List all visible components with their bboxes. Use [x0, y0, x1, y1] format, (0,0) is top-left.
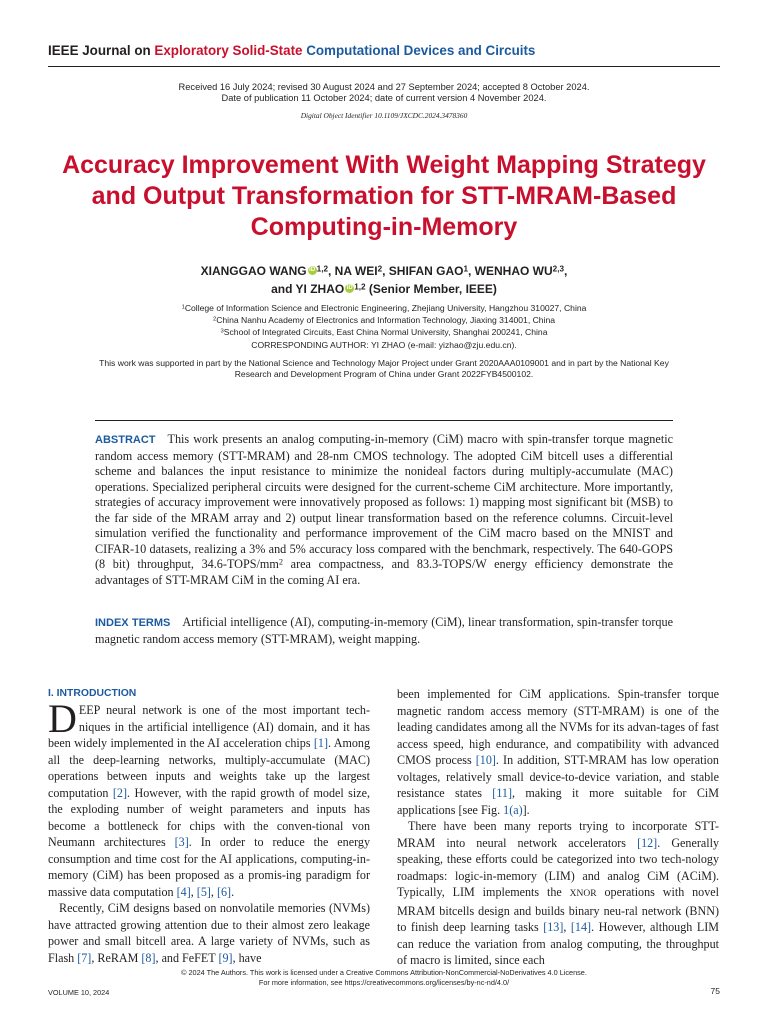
volume-label: VOLUME 10, 2024 — [48, 988, 110, 997]
abstract-top-rule — [95, 420, 673, 421]
affiliation-2-num: 2 — [212, 316, 217, 323]
doi[interactable]: Digital Object Identifier 10.1109/JXCDC.2024.3478360 — [300, 111, 468, 120]
author-5-suffix: (Senior Member, IEEE) — [365, 281, 497, 296]
left-column — [48, 686, 370, 966]
ref-8-link[interactable]: [8] — [141, 950, 156, 965]
author-4-affil: 2,3 — [552, 264, 564, 274]
license-line-1: © 2024 The Authors. This work is licensed under a Creative Commons Attribution-NonCommercial-NoDerivatives 4.0 License. — [181, 968, 587, 977]
author-1: XIANGGAO WANG — [200, 264, 307, 278]
p1-sep-1: , — [190, 884, 197, 899]
intro-paragraph-2 — [48, 900, 370, 966]
author-1-affil: 1,2 — [316, 264, 328, 274]
ref-9-link[interactable]: [9] — [218, 950, 233, 965]
author-4-comma: , — [564, 264, 568, 278]
license-line-2[interactable]: For more information, see https://creativecommons.org/licenses/by-nc-nd/4.0/ — [258, 978, 510, 987]
paper-title: Accuracy Improvement With Weight Mapping Strategy and Output Transformation for STT-MRAM-Based Computing-in-Memory — [62, 151, 706, 241]
p1-text-e: . — [231, 884, 235, 899]
author-5: and YI ZHAO — [271, 281, 345, 296]
ref-2-link[interactable]: [2] — [112, 785, 128, 800]
p4-text-d: . However, although LIM can reduce the variation from analog computing, the throughput of macro is limited, since each — [397, 920, 719, 967]
affiliation-1 — [0, 302, 768, 314]
affiliation-3-text: School of Integrated Circuits, East China Normal University, Shanghai 200241, China — [223, 327, 548, 338]
page-number: 75 — [710, 986, 720, 996]
header-rule — [48, 66, 720, 67]
author-5-affil: 1,2 — [354, 281, 366, 291]
journal-name-part1: IEEE Journal on — [48, 43, 155, 58]
fig-1a-link[interactable]: 1(a) — [503, 802, 523, 817]
p1-text-a: EEP neural network is one of the most important tech-niques in the artificial intelligence (AI) domain, and it has been widely implemented in the AI acceleration chips — [48, 703, 370, 750]
author-list — [0, 263, 768, 298]
corresponding-author: CORRESPONDING AUTHOR: YI ZHAO (e-mail: yizhao@zju.edu.cn). — [251, 339, 517, 350]
affiliations — [0, 302, 768, 351]
author-4: , WENHAO WU — [468, 264, 553, 278]
abstract-label: ABSTRACT — [95, 434, 156, 446]
ref-10-link[interactable]: [10] — [475, 753, 496, 767]
author-3: , SHIFAN GAO — [382, 264, 464, 278]
abstract — [95, 432, 673, 588]
ref-3-link[interactable]: [3] — [174, 835, 189, 849]
publication-dates — [0, 82, 768, 104]
ref-4-link[interactable]: [4] — [176, 884, 191, 899]
affiliation-2-text: China Nanhu Academy of Electronics and Information Technology, Jiaxing 314001, China — [216, 315, 556, 326]
p4-text-b: . Generally speaking, these efforts could be categorized into two tech-nology roadmaps: logic-in-memory (LIM) and analog CiM (ACiM). Typically, LIM implements the — [397, 835, 719, 899]
dates-line-1: Received 16 July 2024; revised 30 August 2024 and 27 September 2024; accepted 8 October 2024. — [178, 82, 590, 92]
p2-text-a: Recently, CiM designs based on nonvolatile memories (NVMs) have attracted growing attention due to their almost zero leakage power and small bitcell area. A large variety of NVMs, such as Flash — [48, 901, 370, 965]
journal-name-part2: Exploratory Solid-State — [154, 43, 307, 58]
p2-text-b: , ReRAM — [91, 950, 142, 965]
author-2-affil: 2 — [377, 264, 383, 274]
funding-note: This work was supported in part by the National Science and Technology Major Project under Grant 2020AAA0109001 and in part by the National Key Research and Development Program of China under Grant 2022FYB4500102. — [99, 358, 669, 380]
abstract-sup: 2 — [278, 557, 284, 567]
abstract-text-1: This work presents an analog computing-in-memory (CiM) macro with spin-transfer torque magnetic random access memory (STT-MRAM) and 28-nm CMOS technology. The adopted CiM bitcell uses a differential scheme and balances the input resistance to minimize the nonideal factors during multiply-accumulate (MAC) operations. Specialized peripheral circuits were designed for the current-scheme CiM architecture. More importantly, strategies of accuracy improvement were innovatively proposed as follows: 1) mapping most significant bit (MSB) to the far side of the MRAM array and 2) output linear transformation based on the reference columns. Circuit-level simulation verified the functionality and performance improvement of the CiM macro based on the MNIST and CIFAR-10 datasets, realizing a 3% and 5% accuracy loss compared with the benchmark, respectively. The 640-GOPS (8 bit) throughput, 34.6-TOPS/mm — [95, 432, 673, 572]
abstract-text-2: area compactness, and 83.3-TOPS/W energy efficiency demonstrate the advantages of STT-MRAM CiM in the coming AI era. — [95, 557, 673, 587]
ref-14-link[interactable]: [14] — [570, 920, 592, 934]
p1-text-b: . Among all the deep-learning networks, multiply-accumulate (MAC) operations between inputs and weights take up the largest computation — [48, 736, 371, 800]
author-2: , NA WEI — [328, 264, 378, 278]
affiliation-2 — [0, 314, 768, 326]
p1-sep-2: , — [210, 884, 217, 899]
p3-text-a: been implemented for CiM applications. Spin-transfer torque magnetic random access memory (STT-MRAM) is one of the leading candidates among all the NVMs for its advan-tages of fast access speed, high endurance, and compatibility with advanced CMOS process — [397, 687, 719, 767]
ref-12-link[interactable]: [12] — [637, 835, 658, 850]
intro-paragraph-1 — [48, 696, 371, 900]
intro-paragraph-3 — [397, 686, 719, 818]
p3-text-b: . In addition, STT-MRAM has low operation voltages, relatively small device-to-device variation, and stable resistance states — [397, 753, 719, 800]
p4-text-c: operations with novel MRAM bitcells design and builds binary neu-ral network (BNN) to finish deep learning tasks — [397, 885, 720, 934]
orcid-icon[interactable]: iD — [346, 284, 353, 291]
affiliation-3-num: 3 — [220, 328, 224, 335]
license-notice — [0, 968, 768, 988]
p4-text-a: There have been many reports trying to incorporate STT-MRAM into neural network accelerators — [397, 819, 719, 850]
p1-text-c: . However, with the rapid growth of model size, the exploding number of weight parameters and inputs has become a bottleneck for chips with the conven-tional von Neumann architectures — [48, 785, 370, 849]
p4-sep: , — [563, 920, 571, 934]
affiliation-1-num: 1 — [181, 304, 185, 311]
ref-13-link[interactable]: [13] — [543, 920, 564, 934]
orcid-icon[interactable]: iD — [309, 267, 316, 273]
drop-cap: D — [48, 696, 77, 741]
index-terms — [95, 615, 673, 647]
ref-7-link[interactable]: [7] — [77, 950, 92, 965]
p3-text-d: ]. — [522, 802, 530, 817]
journal-header — [48, 43, 535, 58]
xnor-term: XNOR — [569, 889, 597, 899]
ref-1-link[interactable]: [1] — [313, 736, 329, 750]
p2-text-d: , have — [232, 950, 262, 965]
right-column — [397, 686, 719, 969]
ref-5-link[interactable]: [5] — [196, 884, 211, 899]
dates-line-2: Date of publication 11 October 2024; date of current version 4 November 2024. — [221, 93, 547, 103]
ref-11-link[interactable]: [11] — [492, 786, 512, 800]
p3-text-c: , making it more suitable for CiM applications [see Fig. — [397, 786, 720, 817]
ref-6-link[interactable]: [6] — [216, 884, 232, 899]
intro-paragraph-4 — [397, 818, 719, 969]
p2-text-c: , and FeFET — [155, 950, 219, 965]
journal-name-part3: Computational Devices and Circuits — [306, 43, 536, 58]
index-terms-label: INDEX TERMS — [95, 617, 171, 629]
author-3-affil: 1 — [463, 264, 468, 274]
section-heading: I. INTRODUCTION — [48, 688, 137, 699]
affiliation-1-text: College of Information Science and Electronic Engineering, Zhejiang University, Hangzhou 310027, China — [184, 303, 587, 313]
affiliation-3 — [0, 326, 768, 338]
index-terms-text: Artificial intelligence (AI), computing-in-memory (CiM), linear transformation, spin-transfer torque magnetic random access memory (STT-MRAM), weight mapping. — [95, 615, 673, 646]
p1-text-d: . In order to reduce the energy consumption and time cost for the AI applications, computing-in-memory (CiM) has been proposed as a promis-ing paradigm for massive data computation — [48, 835, 370, 899]
